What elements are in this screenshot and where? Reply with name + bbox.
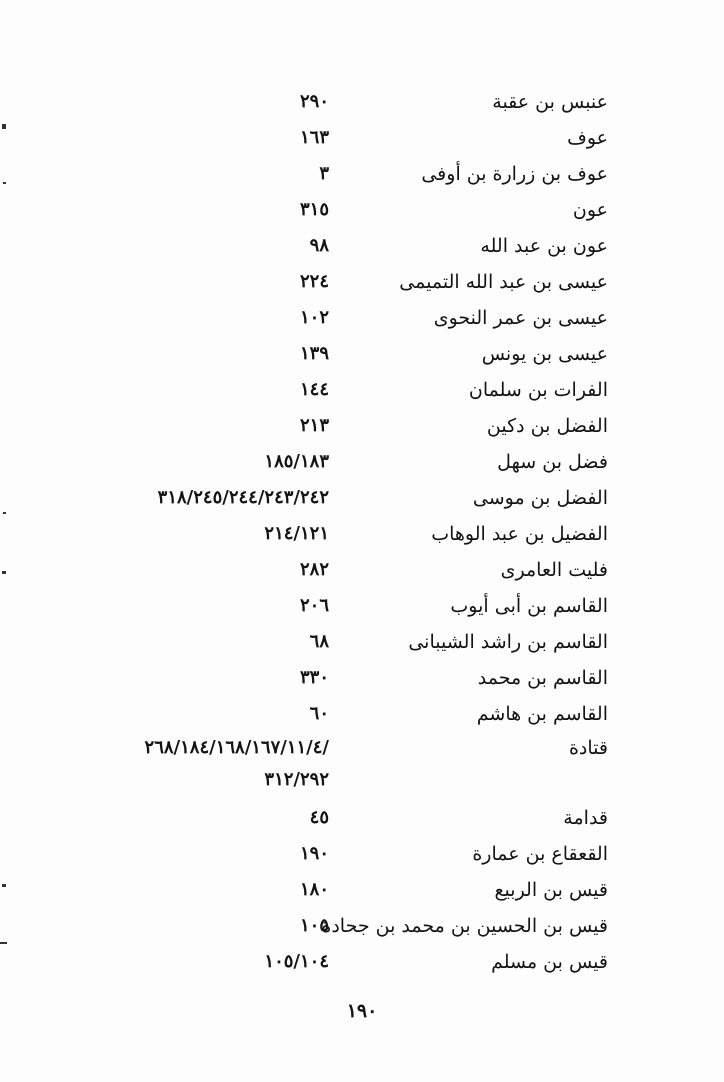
entry-name: الفرات بن سلمان: [468, 379, 608, 401]
index-entry: [0, 336, 724, 372]
entry-pages: ١٤٤: [299, 379, 329, 400]
entry-name: عون: [572, 199, 608, 221]
entry-name: قدامة: [563, 807, 608, 829]
entry-name: عنبس بن عقبة: [492, 91, 608, 113]
entry-name: القاسم بن أبى أيوب: [450, 595, 608, 617]
index-entry: [0, 264, 724, 300]
index-entry: [0, 800, 724, 836]
entry-pages: ٣١٨/٢٤٥/٢٤٤/٢٤٣/٢٤٢: [157, 487, 329, 508]
entry-pages: ٩٨: [309, 235, 329, 256]
entry-name: عوف: [567, 127, 608, 149]
index-entry: [0, 156, 724, 192]
index-entry: [0, 552, 724, 588]
index-entry: [0, 372, 724, 408]
index-entry: [0, 480, 724, 516]
scan-speck: [3, 182, 6, 184]
entry-name: القاسم بن محمد: [477, 667, 608, 689]
entry-pages: ١٠٥: [299, 915, 329, 936]
entry-pages: ٢١٤/١٢١: [264, 523, 329, 544]
index-entry: [0, 444, 724, 480]
index-entry: [0, 836, 724, 872]
scan-speck: [2, 571, 6, 574]
entry-name: عون بن عبد الله: [480, 235, 608, 257]
entry-pages: ٦٨: [309, 631, 329, 652]
entry-pages: ٣٣٠: [299, 667, 329, 688]
index-entry: [0, 872, 724, 908]
entry-pages: ٣: [319, 163, 329, 184]
entry-pages: ١٦٣: [299, 127, 329, 148]
entry-pages: ١٩٠: [299, 843, 329, 864]
index-entry: [0, 228, 724, 264]
entry-name: القاسم بن راشد الشيبانى: [408, 631, 608, 653]
entry-pages: ١٠٢: [299, 307, 329, 328]
index-entry: [0, 408, 724, 444]
scan-speck: [2, 124, 6, 129]
entry-name: فليت العامرى: [500, 559, 608, 581]
index-entry: [0, 908, 724, 944]
scan-speck: [0, 942, 7, 944]
index-entry: [0, 624, 724, 660]
entry-name: القعقاع بن عمارة: [472, 843, 608, 865]
entry-pages: ٢١٣: [299, 415, 329, 436]
scan-speck: [3, 512, 6, 514]
entry-name: فضل بن سهل: [497, 451, 608, 473]
entry-pages: /٢٦٨/١٨٤/١٦٨/١٦٧/١١/٤: [144, 737, 329, 758]
index-entry: [0, 300, 724, 336]
entry-pages: ٦٠: [309, 703, 329, 724]
entry-name: الفضل بن دكين: [486, 415, 608, 437]
entry-name: عيسى بن عبد الله التميمى: [399, 271, 608, 293]
scan-speck: [2, 884, 6, 887]
entry-pages: ٢٨٢: [299, 559, 329, 580]
entry-pages: ٢٢٤: [299, 271, 329, 292]
entry-pages: ٤٥: [309, 807, 329, 828]
entry-pages: ٢٩٠: [299, 91, 329, 112]
entry-pages: ١٨٠: [299, 879, 329, 900]
index-entry: [0, 516, 724, 552]
entry-name: عيسى بن عمر النحوى: [433, 307, 608, 329]
entry-name: قتادة: [568, 737, 608, 759]
index-entry: [0, 120, 724, 156]
entry-name: الفضيل بن عبد الوهاب: [431, 523, 608, 545]
entry-name: قيس بن مسلم: [491, 951, 608, 973]
index-entry: [0, 192, 724, 228]
entry-name: قيس بن الربيع: [494, 879, 608, 901]
entry-pages: ٣١٥: [299, 199, 329, 220]
entry-pages: ١٣٩: [299, 343, 329, 364]
entry-pages: ١٨٥/١٨٣: [264, 451, 329, 472]
index-entry: [0, 944, 724, 980]
page-number: ١٩٠: [346, 1000, 378, 1022]
index-entry: [0, 660, 724, 696]
entry-name: قيس بن الحسين بن محمد بن جحادة: [321, 915, 608, 937]
index-entry: [0, 696, 724, 732]
entry-name: الفضل بن موسى: [472, 487, 608, 509]
entry-name: عيسى بن يونس: [481, 343, 608, 365]
entry-pages-continuation: ٣١٢/٢٩٢: [264, 769, 329, 790]
index-entry: [0, 84, 724, 120]
index-entry: [0, 730, 724, 766]
entry-name: عوف بن زرارة بن أوفى: [421, 163, 608, 185]
entry-name: القاسم بن هاشم: [476, 703, 608, 725]
entry-pages: ١٠٥/١٠٤: [264, 951, 329, 972]
index-entry: [0, 588, 724, 624]
entry-pages: ٢٠٦: [299, 595, 329, 616]
